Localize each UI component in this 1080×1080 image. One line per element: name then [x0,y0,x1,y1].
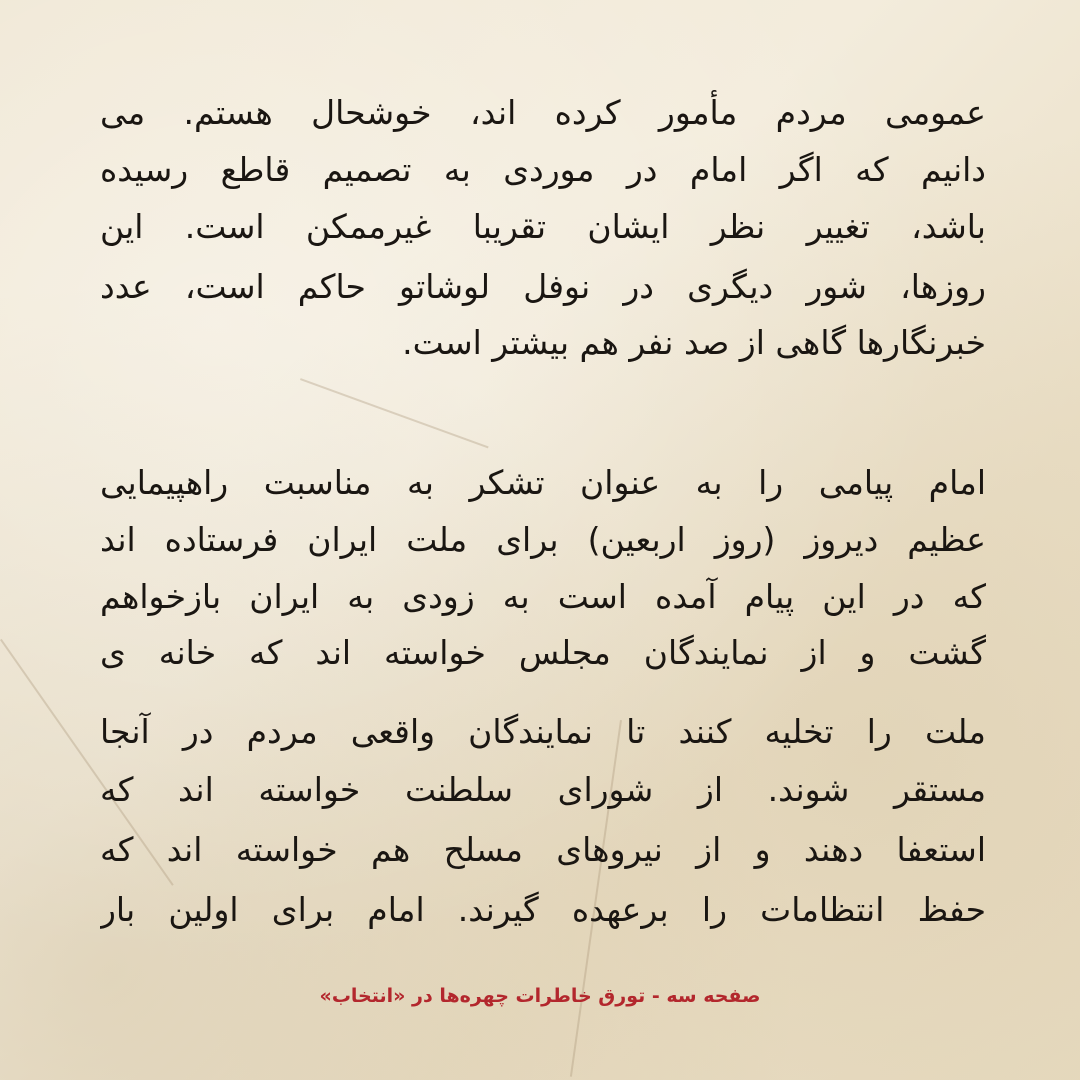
text-line: حفظ انتظامات را برعهده گیرند. امام برای اولین بار [100,890,986,929]
text-line: عظیم دیروز (روز اربعین) برای ملت ایران فرستاده اند [100,520,986,559]
text-line: امام پیامی را به عنوان تشکر به مناسبت راهپیمایی [100,463,986,502]
text-line: مستقر شوند. از شورای سلطنت خواسته اند که [100,770,986,809]
text-line: عمومی مردم مأمور کرده اند، خوشحال هستم. می [100,93,986,132]
text-line: باشد، تغییر نظر ایشان تقریبا غیرممکن است. این [100,207,986,246]
text-line: گشت و از نمایندگان مجلس خواسته اند که خانه ی [100,633,986,672]
body-text [100,0,986,1080]
text-line: استعفا دهند و از نیروهای مسلح هم خواسته اند که [100,830,986,869]
source-caption: صفحه سه - تورق خاطرات چهره‌ها در «انتخاب» [319,985,761,1007]
text-line: ملت را تخلیه کنند تا نمایندگان واقعی مردم در آنجا [100,712,986,751]
text-line: که در این پیام آمده است به زودی به ایران بازخواهم [100,577,986,616]
text-line: دانیم که اگر امام در موردی به تصمیم قاطع رسیده [100,150,986,189]
text-line: خبرنگارها گاهی از صد نفر هم بیشتر است. [402,323,986,362]
text-line: روزها، شور دیگری در نوفل لوشاتو حاکم است، عدد [100,267,986,306]
